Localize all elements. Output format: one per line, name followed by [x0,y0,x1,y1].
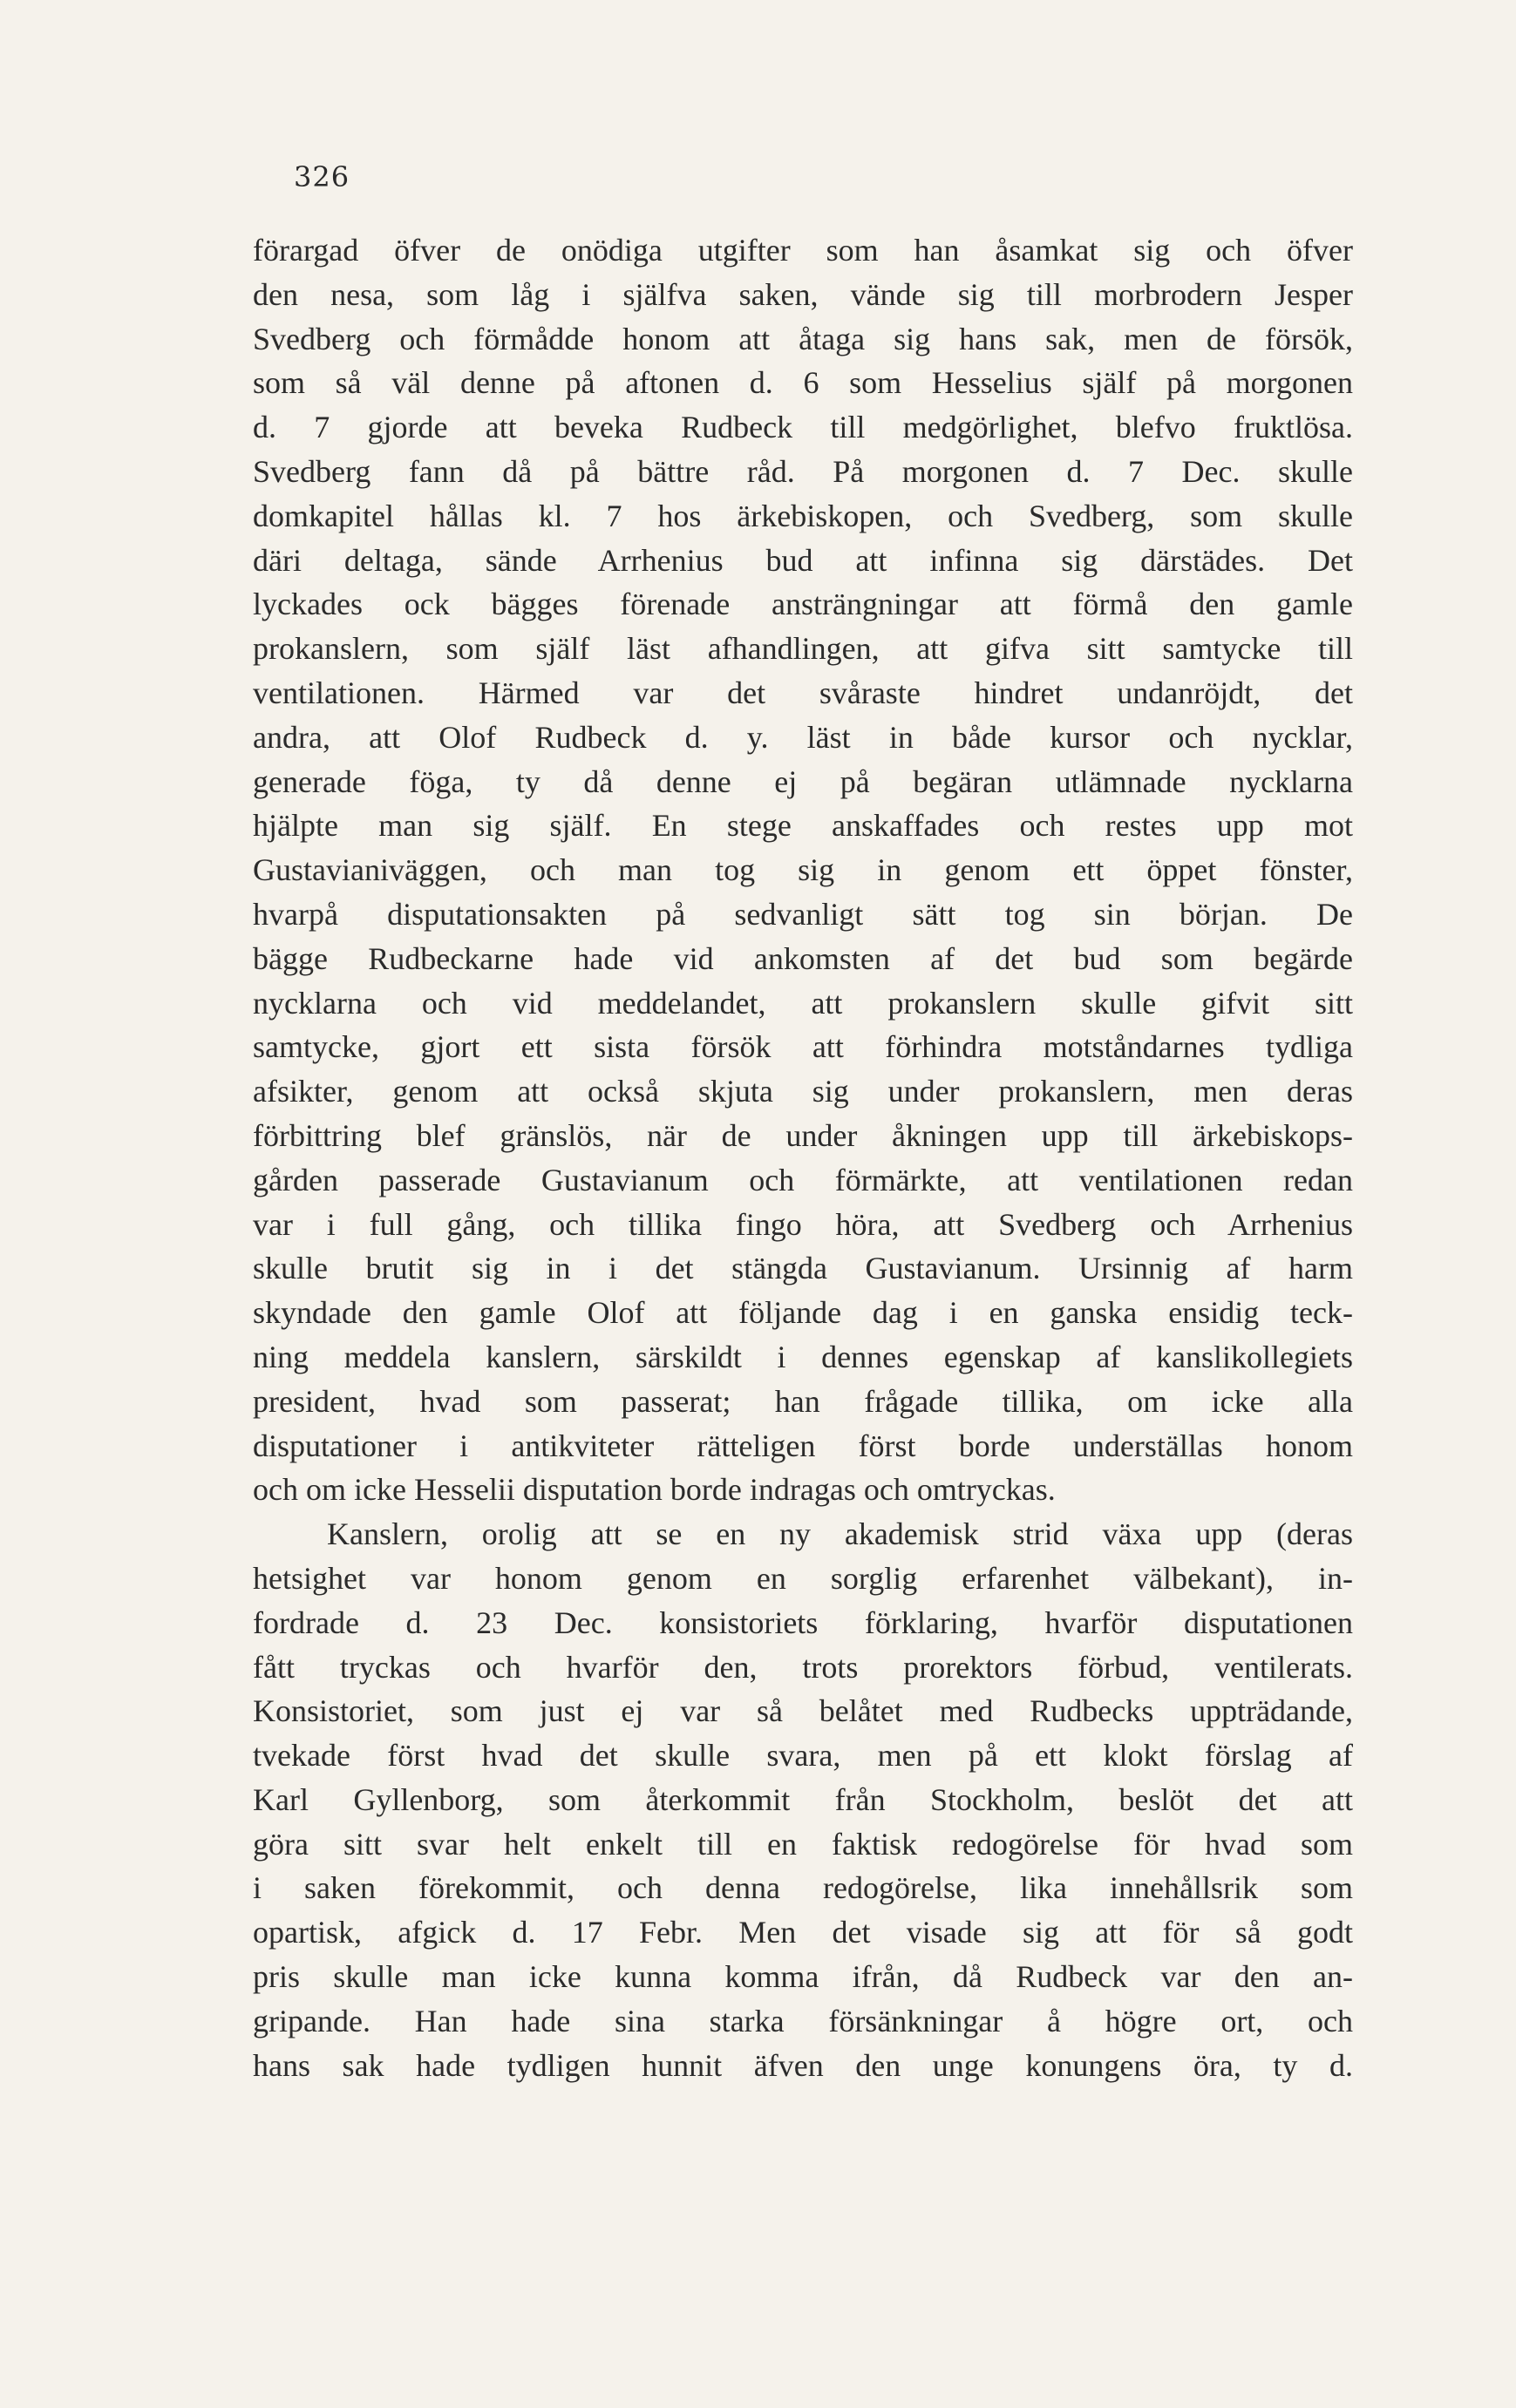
text-line: gripande. Han hade sina starka försänkningar å högre ort, och [253,2003,1353,2038]
text-line: Svedberg fann då på bättre råd. På morgonen d. 7 Dec. skulle [253,453,1353,489]
text-line: hans sak hade tydligen hunnit äfven den unge konungens öra, ty d. [253,2047,1353,2083]
text-line: skulle brutit sig in i det stängda Gustavianum. Ursinnig af harm [253,1251,1353,1286]
text-line: i saken förekommit, och denna redogörelse, lika innehållsrik som [253,1870,1353,1906]
text-line: Karl Gyllenborg, som återkommit från Stockholm, beslöt det att [253,1781,1353,1817]
text-line: opartisk, afgick d. 17 Febr. Men det visade sig att för så godt [253,1915,1353,1950]
text-line: ventilationen. Härmed var det svåraste hindret undanröjdt, det [253,675,1353,710]
text-line: president, hvad som passerat; han frågade tillika, om icke alla [253,1383,1353,1419]
text-line: andra, att Olof Rudbeck d. y. läst in både kursor och nycklar, [253,719,1353,755]
text-line: hjälpte man sig själf. En stege anskaffades och restes upp mot [253,808,1353,844]
text-line: var i full gång, och tillika fingo höra, att Svedberg och Arrhenius [253,1206,1353,1242]
text-line: Konsistoriet, som just ej var så belåtet med Rudbecks uppträdande, [253,1693,1353,1729]
text-line: generade föga, ty då denne ej på begäran utlämnade nycklarna [253,763,1353,799]
body-text [253,228,1353,2087]
text-line: bägge Rudbeckarne hade vid ankomsten af det bud som begärde [253,940,1353,976]
text-line: d. 7 gjorde att beveka Rudbeck till medgörlighet, blefvo fruktlösa. [253,410,1353,445]
text-line: pris skulle man icke kunna komma ifrån, då Rudbeck var den an- [253,1959,1353,1995]
paragraph-start-line: Kanslern, orolig att se en ny akademisk strid växa upp (deras [327,1516,1353,1552]
text-line: prokanslern, som själf läst afhandlingen, att gifva sitt samtycke till [253,631,1353,667]
text-line: skyndade den gamle Olof att följande dag i en ganska ensidig teck- [253,1295,1353,1331]
text-line: den nesa, som låg i själfva saken, vände sig till morbrodern Jesper [253,276,1353,312]
text-line: Gustavianiväggen, och man tog sig in genom ett öppet fönster, [253,852,1353,888]
text-line: förbittring blef gränslös, när de under åkningen upp till ärkebiskops- [253,1117,1353,1153]
page-number: 326 [294,160,350,193]
text-line: tvekade först hvad det skulle svara, men på ett klokt förslag af [253,1738,1353,1774]
text-line: afsikter, genom att också skjuta sig under prokanslern, men deras [253,1074,1353,1109]
paragraph-end-line: och om icke Hesselii disputation borde indragas och omtryckas. [253,1472,1056,1508]
text-line: Svedberg och förmådde honom att åtaga sig hans sak, men de försök, [253,321,1353,356]
text-line: nycklarna och vid meddelandet, att prokanslern skulle gifvit sitt [253,985,1353,1021]
text-line: gården passerade Gustavianum och förmärkte, att ventilationen redan [253,1162,1353,1197]
text-line: ning meddela kanslern, särskildt i dennes egenskap af kanslikollegiets [253,1339,1353,1374]
text-line: hvarpå disputationsakten på sedvanligt sätt tog sin början. De [253,896,1353,932]
text-line: hetsighet var honom genom en sorglig erfarenhet välbekant), in- [253,1560,1353,1596]
text-line: göra sitt svar helt enkelt till en faktisk redogörelse för hvad som [253,1826,1353,1862]
text-line: samtycke, gjort ett sista försök att förhindra motståndarnes tydliga [253,1029,1353,1065]
text-line: förargad öfver de onödiga utgifter som han åsamkat sig och öfver [253,233,1353,268]
text-line: lyckades ock bägges förenade ansträngningar att förmå den gamle [253,587,1353,622]
text-line: som så väl denne på aftonen d. 6 som Hesselius själf på morgonen [253,365,1353,401]
text-line: fordrade d. 23 Dec. konsistoriets förklaring, hvarför disputationen [253,1604,1353,1640]
text-line: disputationer i antikviteter rätteligen först borde underställas honom [253,1428,1353,1463]
text-line: fått tryckas och hvarför den, trots prorektors förbud, ventilerats. [253,1649,1353,1685]
text-line: domkapitel hållas kl. 7 hos ärkebiskopen, och Svedberg, som skulle [253,498,1353,533]
text-line: däri deltaga, sände Arrhenius bud att infinna sig därstädes. Det [253,542,1353,578]
